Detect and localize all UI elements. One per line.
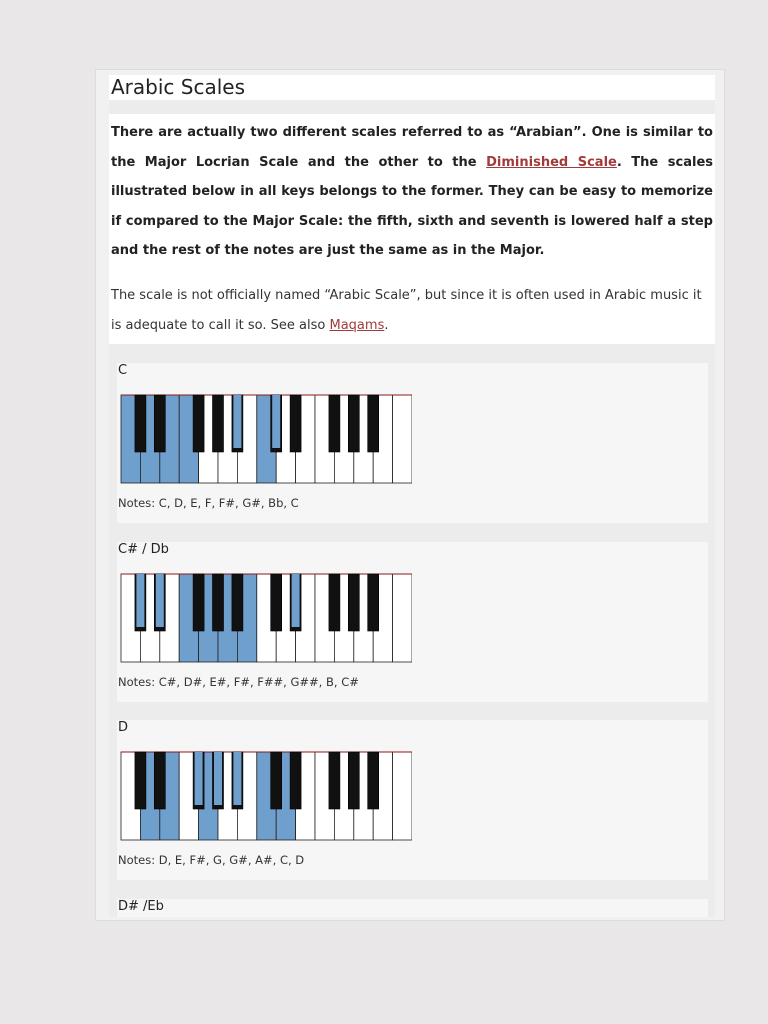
intro-paragraph-2 <box>111 281 713 340</box>
piano-keyboard <box>120 751 412 841</box>
intro-text-1b: . The scales illustrated below in all keys belongs to the former. They can be easy to memorize if compared to the Major Scale: the fifth, sixth and seventh is lowered half a step and the rest of the notes are just the same as in the Major. <box>111 154 713 258</box>
black-key <box>154 752 165 809</box>
black-key-highlight <box>233 395 241 448</box>
black-key <box>329 752 340 809</box>
piano-keyboard <box>120 394 412 484</box>
scale-card-d <box>117 720 708 880</box>
scale-card-c-sharp <box>117 542 708 702</box>
black-key <box>329 574 340 631</box>
black-key-highlight <box>233 752 241 805</box>
black-key <box>348 752 359 809</box>
scale-name: C <box>118 363 128 378</box>
diminished-scale-link[interactable]: Diminished Scale <box>486 154 617 170</box>
scale-card-d-sharp <box>117 899 708 917</box>
black-key <box>329 395 340 452</box>
black-key <box>193 395 204 452</box>
black-key-highlight <box>214 752 222 805</box>
scale-notes: Notes: C#, D#, E#, F#, F##, G##, B, C# <box>118 675 359 689</box>
white-key <box>393 752 412 840</box>
black-key-highlight <box>156 574 164 627</box>
black-key <box>213 574 224 631</box>
black-key <box>271 574 282 631</box>
black-key <box>290 752 301 809</box>
black-key <box>368 395 379 452</box>
intro-text-2a: The scale is not officially named “Arabic Scale”, but since it is often used in Arabic music it is adequate to call it so. See also <box>111 288 702 333</box>
black-key <box>271 752 282 809</box>
piano-keyboard <box>120 573 412 663</box>
scale-card-c <box>117 363 708 523</box>
black-key-highlight <box>136 574 144 627</box>
black-key <box>213 395 224 452</box>
black-key <box>290 395 301 452</box>
white-key <box>393 574 412 662</box>
black-key <box>368 752 379 809</box>
scale-name: D# /Eb <box>118 899 164 914</box>
intro-section <box>109 114 715 344</box>
scale-notes: Notes: D, E, F#, G, G#, A#, C, D <box>118 853 305 867</box>
black-key-highlight <box>272 395 280 448</box>
page-title: Arabic Scales <box>111 75 245 99</box>
black-key <box>193 574 204 631</box>
black-key <box>348 395 359 452</box>
white-key <box>393 395 412 483</box>
content-area <box>109 75 715 917</box>
scale-notes: Notes: C, D, E, F, F#, G#, Bb, C <box>118 496 299 510</box>
black-key <box>154 395 165 452</box>
black-key <box>135 395 146 452</box>
black-key-highlight <box>292 574 300 627</box>
page-frame <box>95 69 725 921</box>
title-bar <box>109 75 715 100</box>
scale-name: D <box>118 720 129 735</box>
black-key-highlight <box>195 752 203 805</box>
intro-text-1a: There are actually two different scales referred to as “Arabian”. One is similar to the Major Locrian Scale and the other to the <box>111 125 713 170</box>
black-key <box>232 574 243 631</box>
scale-name: C# / Db <box>118 542 169 557</box>
black-key <box>368 574 379 631</box>
black-key <box>348 574 359 631</box>
black-key <box>135 752 146 809</box>
intro-text-2b: . <box>384 317 389 333</box>
maqams-link[interactable]: Maqams <box>329 317 385 333</box>
intro-paragraph-1 <box>111 118 713 266</box>
